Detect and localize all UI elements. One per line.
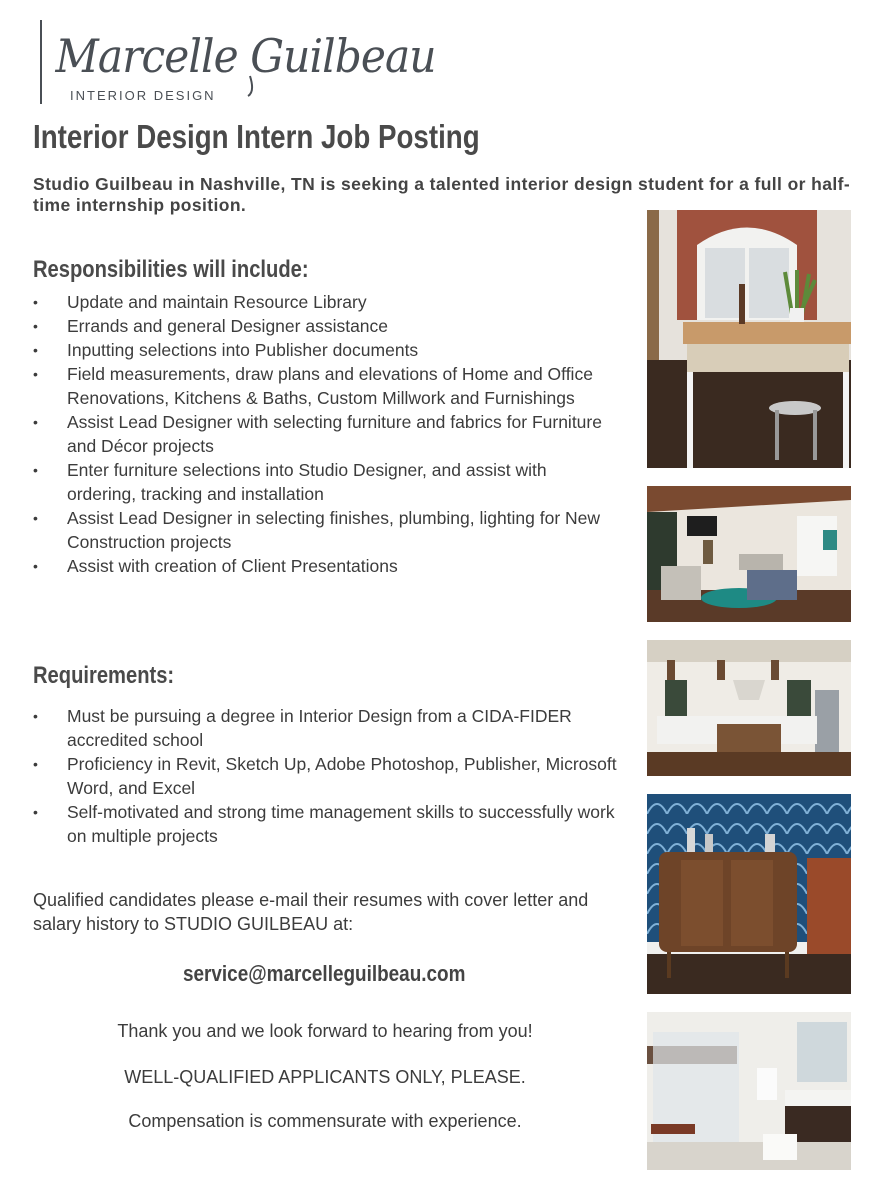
page-title: Interior Design Intern Job Posting <box>33 118 480 155</box>
requirements-list <box>33 704 628 848</box>
list-item: • Assist Lead Designer in selecting finishes, plumbing, lighting for New Construction projects <box>33 506 608 554</box>
kitchen-photo <box>647 640 851 776</box>
list-item: • Enter furniture selections into Studio Designer, and assist with ordering, tracking and installation <box>33 458 608 506</box>
list-item: • Errands and general Designer assistance <box>33 314 608 338</box>
logo-divider <box>40 20 42 104</box>
responsibilities-list <box>33 290 608 578</box>
bathroom-photo <box>647 1012 851 1170</box>
intro-paragraph: Studio Guilbeau in Nashville, TN is seeking a talented interior design student for a full or half-time internship position. <box>33 174 851 215</box>
living-room-photo <box>647 486 851 622</box>
requirements-heading: Requirements: <box>33 662 175 689</box>
logo-signature <box>50 14 436 94</box>
list-item: • Proficiency in Revit, Sketch Up, Adobe Photoshop, Publisher, Microsoft Word, and Excel <box>33 752 628 800</box>
list-item: • Must be pursuing a degree in Interior Design from a CIDA-FIDER accredited school <box>33 704 628 752</box>
cabinet-wallpaper-photo <box>647 794 851 994</box>
compensation-text: Compensation is commensurate with experience. <box>128 1111 522 1131</box>
logo-script-text: Marcelle Guilbeau <box>55 30 436 84</box>
list-item: • Inputting selections into Publisher documents <box>33 338 608 362</box>
list-item: • Update and maintain Resource Library <box>33 290 608 314</box>
qualified-only-text: WELL-QUALIFIED APPLICANTS ONLY, PLEASE. <box>124 1067 526 1087</box>
list-item: • Assist Lead Designer with selecting furniture and fabrics for Furniture and Décor projects <box>33 410 608 458</box>
dining-room-photo <box>647 210 851 468</box>
thank-you-text: Thank you and we look forward to hearing from you! <box>117 1021 533 1041</box>
responsibilities-heading: Responsibilities will include: <box>33 256 309 283</box>
list-item: • Field measurements, draw plans and elevations of Home and Office Renovations, Kitchens & Baths, Custom Millwork and Furnishings <box>33 362 608 410</box>
list-item: • Self-motivated and strong time management skills to successfully work on multiple projects <box>33 800 628 848</box>
logo-subtitle: INTERIOR DESIGN <box>70 88 216 103</box>
list-item: • Assist with creation of Client Presentations <box>33 554 608 578</box>
application-instructions: Qualified candidates please e-mail their resumes with cover letter and salary history to STUDIO GUILBEAU at: <box>33 890 589 934</box>
contact-email[interactable]: service@marcelleguilbeau.com <box>183 961 466 986</box>
